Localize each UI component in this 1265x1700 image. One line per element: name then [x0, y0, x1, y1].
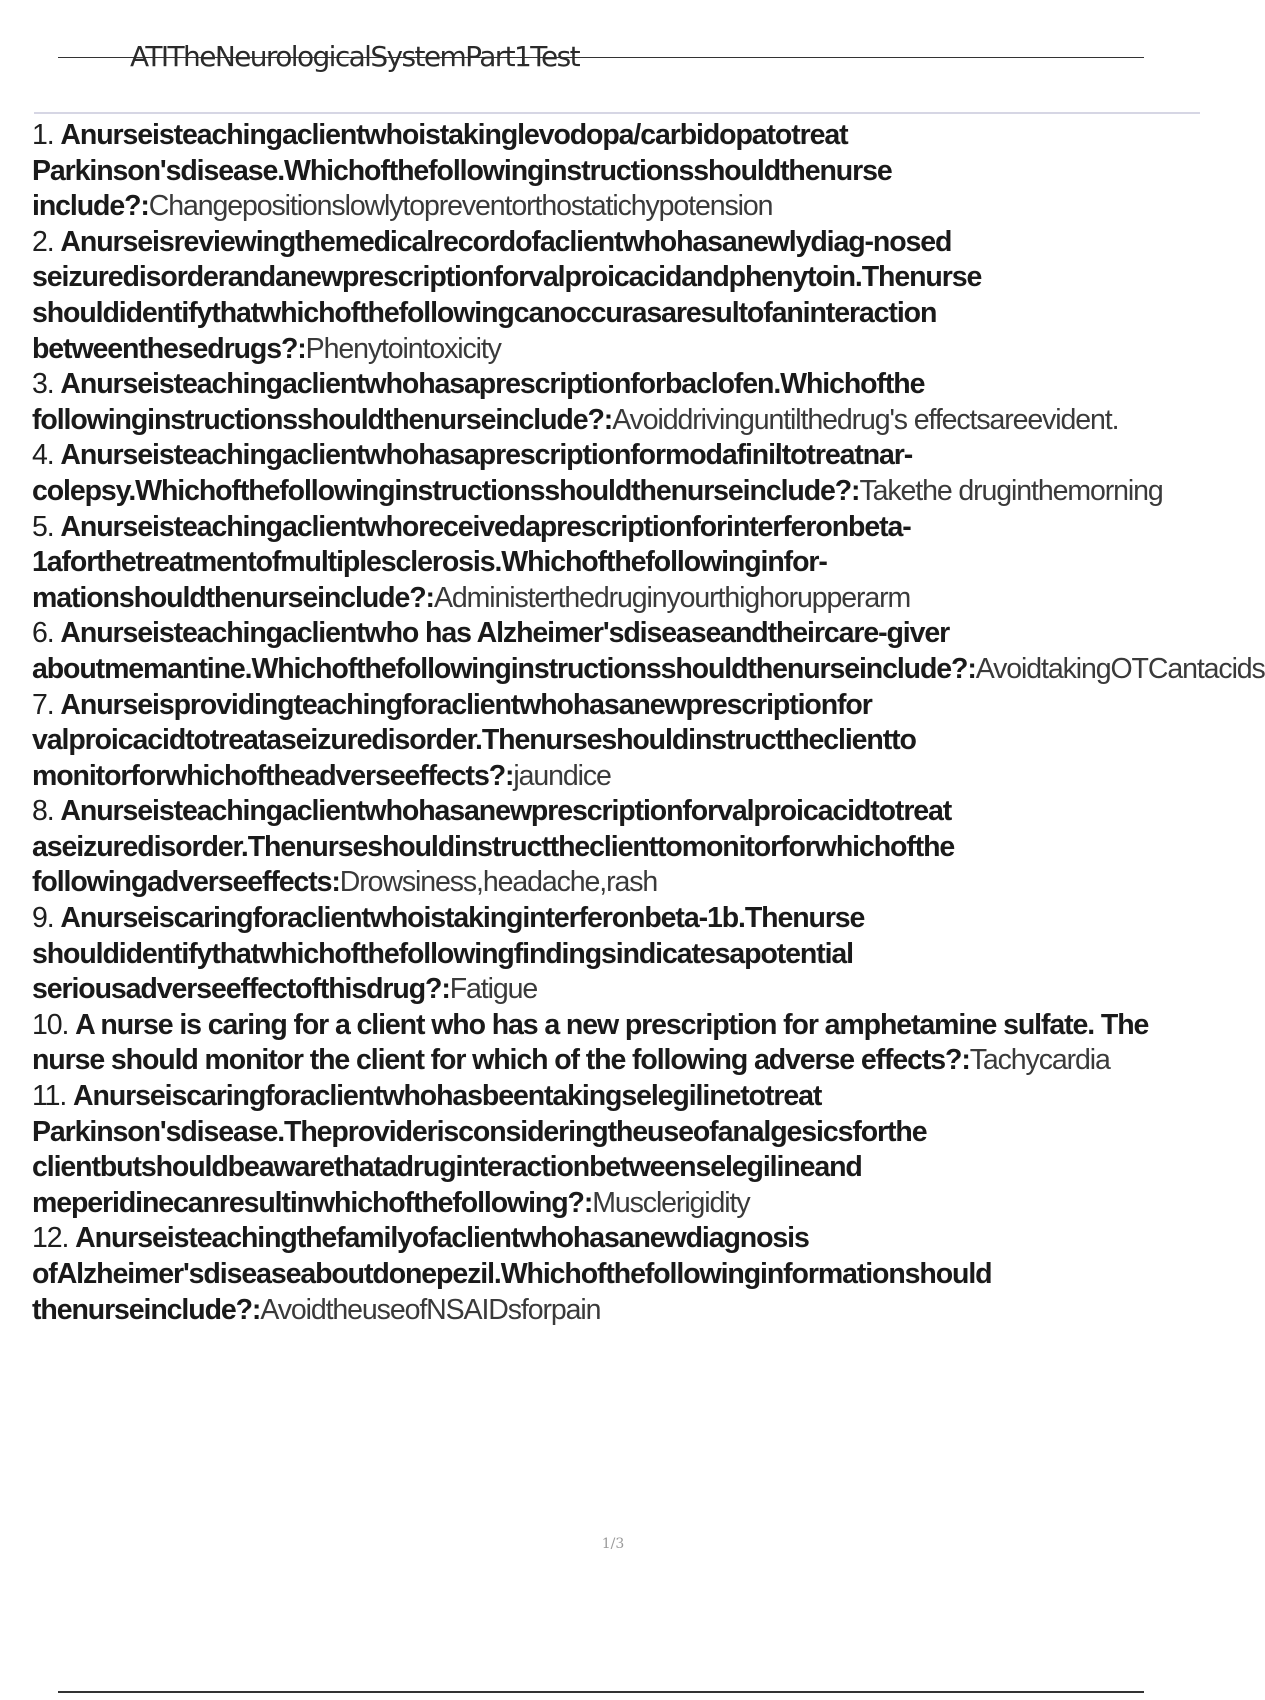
question-text: Anurseisteachingthefamilyofaclientwhohasanewdiagnosis ofAlzheimer'sdiseaseaboutdonepezil.Whichofthefollowinginformationshould thenurseinclude?: [32, 1222, 992, 1326]
answer-text: Takethe druginthemorning [859, 474, 1163, 507]
answer-text: Phenytointoxicity [305, 332, 501, 365]
question-number: 7. [32, 688, 54, 721]
answer-text: jaundice [513, 759, 611, 792]
question-text: Anurseisteachingaclientwhoistakinglevodopa/carbidopatotreat Parkinson'sdisease.Whichofthefollowinginstructionsshouldthenurse include?: [32, 119, 892, 223]
document-header [58, 38, 1144, 78]
question-text: Anurseisteachingaclientwhohasaprescriptionforbaclofen.Whichofthe followinginstructionsshouldthenurseinclude?: [32, 368, 925, 436]
question-item [32, 616, 1265, 687]
question-number: 6. [32, 617, 54, 650]
question-number: 2. [32, 225, 54, 258]
question-text: Anurseisreviewingthemedicalrecordofaclientwhohasanewlydiag-nosed seizuredisorderandanewprescriptionforvalproicacidandphenytoin.Thenurse shouldidentifythatwhichofthefollowingcanoccurasaresultofaninteraction betweenthesedrugs?: [32, 225, 982, 365]
question-text: Anurseiscaringforaclientwhoistakinginterferonbeta-1b.Thenurse shouldidentifythatwhichofthefollowingfindingsindicatesapotential seriousadverseeffectofthisdrug?: [32, 902, 865, 1006]
question-number: 10. [32, 1008, 69, 1041]
answer-text: Administerthedruginyourthighorupperarm [433, 581, 911, 614]
answer-text: Changepositionslowlytopreventorthostatichypotension [148, 190, 773, 223]
question-number: 11. [32, 1080, 67, 1113]
question-text: Anurseisteachingaclientwho has Alzheimer'sdiseaseandtheircare-giver aboutmemantine.Whichofthefollowinginstructionsshouldthenurseinclude?: [32, 617, 976, 685]
document-title: ATITheNeurologicalSystemPart1Test [130, 40, 579, 73]
question-number: 3. [32, 368, 54, 401]
question-item [32, 1008, 1198, 1079]
question-item [32, 438, 1198, 509]
question-item [32, 225, 1198, 367]
answer-text: Tachycardia [969, 1044, 1110, 1077]
question-item [32, 510, 1198, 617]
question-text: Anurseiscaringforaclientwhohasbeentakingselegilinetotreat Parkinson'sdisease.Theproviderisconsideringtheuseofanalgesicsforthe clientbutshouldbeawarethatadruginteractionbetweenselegilineand meperidinecanresultinwhichofthefollowing?: [32, 1080, 927, 1219]
question-number: 9. [32, 902, 54, 935]
question-item [32, 901, 1198, 1008]
answer-text: Fatigue [449, 973, 538, 1006]
question-item [32, 688, 1198, 795]
question-item [32, 794, 1198, 901]
answer-text: AvoidtheuseofNSAIDsforpain [260, 1293, 601, 1326]
question-number: 5. [32, 510, 54, 543]
question-text: A nurse is caring for a client who has a new prescription for amphetamine sulfate. The nurse should monitor the client for which of the following adverse effects?: [32, 1008, 1149, 1077]
bottom-rule [58, 1691, 1144, 1693]
question-text: Anurseisteachingaclientwhoreceivedaprescriptionforinterferonbeta- 1aforthetreatmentofmultiplesclerosis.Whichofthefollowinginfor- mationshouldthenurseinclude?: [32, 510, 911, 614]
question-text: Anurseisteachingaclientwhohasaprescriptionformodafiniltotreatnar- colepsy.Whichofthefollowinginstructionsshouldthenurseinclude?: [32, 439, 913, 507]
answer-text: Drowsiness,headache,rash [339, 866, 658, 899]
question-number: 8. [32, 795, 54, 828]
page-number: 1/3 [601, 1536, 625, 1552]
question-item [32, 1221, 1198, 1328]
question-text: Anurseisprovidingteachingforaclientwhohasanewprescriptionfor valproicacidtotreataseizuredisorder.Thenurseshouldinstructtheclientto monitorforwhichoftheadverseeffects?: [32, 688, 916, 792]
answer-text: Avoiddrivinguntilthedrug's effectsareevident. [612, 403, 1119, 436]
question-list [32, 118, 1265, 1328]
top-separator [34, 112, 1200, 114]
question-item [32, 118, 1198, 225]
question-item [32, 367, 1198, 438]
question-number: 4. [32, 439, 54, 472]
question-number: 1. [32, 119, 54, 151]
question-text: Anurseisteachingaclientwhohasanewprescriptionforvalproicacidtotreat aseizuredisorder.Thenurseshouldinstructtheclienttomonitorforwhichofthe followingadverseeffects: [32, 795, 955, 899]
question-number: 12. [32, 1222, 69, 1255]
answer-text: AvoidtakingOTCantacids [975, 652, 1265, 685]
answer-text: Musclerigidity [592, 1186, 750, 1219]
question-item [32, 1079, 1198, 1221]
